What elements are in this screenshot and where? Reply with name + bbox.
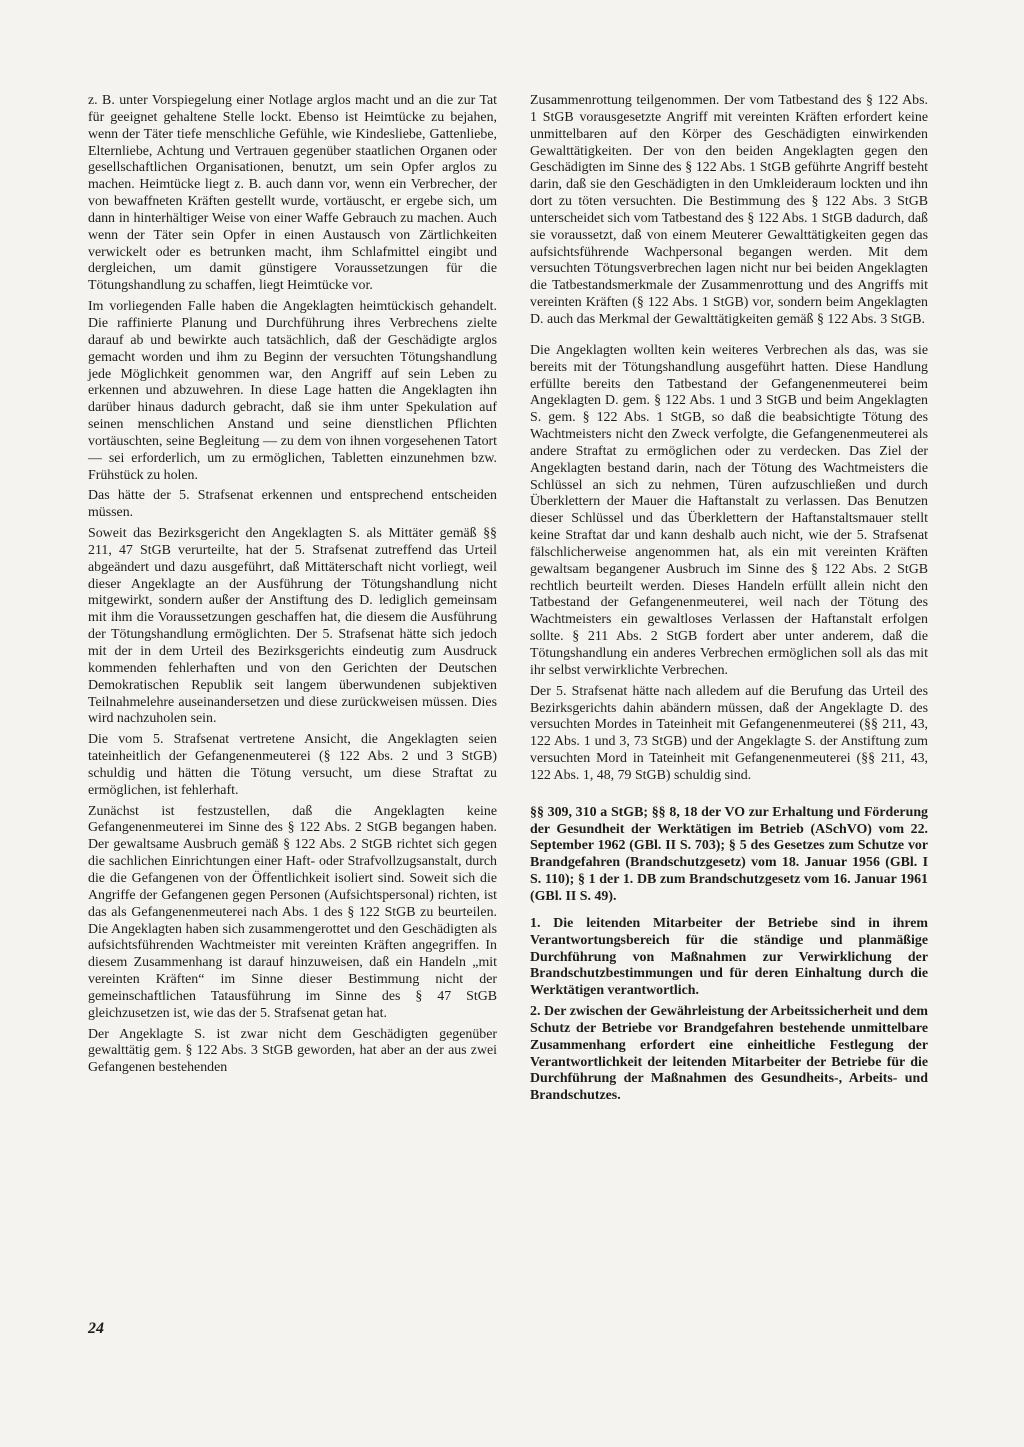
- left-column: [88, 93, 497, 1081]
- paragraph: Die Angeklagten wollten kein weiteres Verbrechen als das, was sie bereits mit der Tötungshandlung ausgeführt hatten. Diese Handlung erfüllte bereits den Tatbestand der Gefangenenmeuterei beim Angeklagten D. gem. § 122 Abs. 1 und 3 StGB und beim Angeklagten S. gem. § 122 Abs. 1 StGB, so daß die beabsichtigte Tötung des Wachtmeisters nicht den Zweck verfolgte, die Gefangenenmeuterei als andere Straftat zu ermöglichen oder zu verdecken. Das Ziel der Angeklagten bestand darin, nach der Tötung des Wachtmeisters die Schlüssel an sich zu nehmen, Türen aufzuschließen und durch Überklettern der Mauer die Haftanstalt zu verlassen. Das Benutzen dieser Schlüssel und das Überklettern der Haftanstaltsmauer stellt keine Straftat dar und kann deshalb auch nicht, wie der 5. Strafsenat fälschlicherweise angenommen hat, als ein mit vereinten Kräften gewaltsam begangener Ausbruch im Sinne des § 122 Abs. 2 StGB rechtlich beurteilt werden. Dieses Handeln erfüllt allein nicht den Tatbestand der Gefangenenmeuterei, weil nach der Tötung des Wachtmeisters ein gewaltloses Verlassen der Haftanstalt erfolgen sollte. § 211 Abs. 2 StGB fordert aber unter anderem, daß die Tötungshandlung ein anderes Verbrechen ermöglichen soll als das mit ihr selbst verwirklichte Verbrechen.: [530, 342, 928, 678]
- legal-references-header: §§ 309, 310 a StGB; §§ 8, 18 der VO zur Erhaltung und Förderung der Gesundheit der Werktätigen im Betrieb (ASchVO) vom 22. September 1962 (GBl. II S. 703); § 5 des Gesetzes zum Schutze vor Brandgefahren (Brandschutzgesetz) vom 18. Januar 1956 (GBl. I S. 110); § 1 der 1. DB zum Brandschutzgesetz vom 16. Januar 1961 (GBl. II S. 49).: [530, 804, 928, 904]
- paragraph: Das hätte der 5. Strafsenat erkennen und entsprechend entscheiden müssen.: [88, 488, 497, 521]
- page-number: 24: [88, 1320, 104, 1337]
- headnote: 2. Der zwischen der Gewährleistung der Arbeitssicherheit und dem Schutz der Betriebe vor Brandgefahren bestehende unmittelbare Zusammenhang erfordert eine einheitliche Festlegung der Verantwortlichkeit der leitenden Mitarbeiter der Betriebe für die Durchführung der Maßnahmen des Gesundheits-, Arbeits- und Brandschutzes.: [530, 1004, 928, 1104]
- paragraph: Im vorliegenden Falle haben die Angeklagten heimtückisch gehandelt. Die raffinierte Planung und Durchführung ihres Verbrechens zielte darauf ab und bewirkte auch tatsächlich, daß der Geschädigte arglos gemacht worden und ihm zu Beginn der versuchten Tötungshandlung jede Möglichkeit genommen war, den Angriff auf sein Leben zu erkennen und abzuwehren. In diese Lage hatten die Angeklagten ihn darüber hinaus dadurch gebracht, daß sie ihm unter Spekulation auf seinen menschlichen Anstand und seine dienstlichen Pflichten vortäuschten, seine Begleitung — zu dem von ihnen vorgesehenen Tatort — sei erforderlich, um zu ermöglichen, Tabletten einzunehmen bzw. Frühstück zu holen.: [88, 299, 497, 483]
- paragraph: Soweit das Bezirksgericht den Angeklagten S. als Mittäter gemäß §§ 211, 47 StGB verurteilte, hat der 5. Strafsenat zutreffend das Urteil abgeändert und dazu ausgeführt, daß Mittäterschaft nicht vorliegt, weil dieser Angeklagte an der Ausführung der Tötungshandlung nicht mitgewirkt, sondern außer der Anstiftung des D. lediglich gemeinsam mit ihm die Voraussetzungen geschaffen hat, die diesem die Ausführung der Tötungshandlung ermöglichten. Der 5. Strafsenat hätte sich jedoch mit der in dem Urteil des Bezirksgerichts eindeutig zum Ausdruck kommenden fehlerhaften und von den Gerichten der Deutschen Demokratischen Republik seit langem überwundenen subjektiven Teilnahmelehre auseinandersetzen und diese zurückweisen müssen. Dies wird nachzuholen sein.: [88, 526, 497, 727]
- right-column: [530, 93, 928, 1109]
- paragraph: Der Angeklagte S. ist zwar nicht dem Geschädigten gegenüber gewalttätig gem. § 122 Abs. 3 StGB geworden, hat aber an der aus zwei Gefangenen bestehenden: [88, 1026, 497, 1076]
- paragraph: z. B. unter Vorspiegelung einer Notlage arglos macht und an die zur Tat für geeignet gehaltene Stelle lockt. Ebenso ist Heimtücke zu bejahen, wenn der Täter tiefe menschliche Gefühle, wie Kindesliebe, Gattenliebe, Elternliebe, Achtung und Vertrauen gegenüber staatlichen Organen oder gesellschaftlichen Organisationen, benutzt, um sein Opfer arglos zu machen. Heimtücke liegt z. B. auch dann vor, wenn ein Verbrecher, der von bewaffneten Kräften gestellt wurde, vortäuscht, er ergebe sich, um dann in hinterhältiger Weise von einer Waffe Gebrauch zu machen. Auch wenn der Täter sein Opfer in einen Austausch von Zärtlichkeiten verwickelt oder es betrunken macht, ihm Schlafmittel eingibt und dergleichen, um damit günstigere Voraussetzungen für die Tötungshandlung zu schaffen, liegt Heimtücke vor.: [88, 93, 497, 294]
- paragraph: Die vom 5. Strafsenat vertretene Ansicht, die Angeklagten seien tateinheitlich der Gefangenenmeuterei (§ 122 Abs. 2 und 3 StGB) schuldig und hätten die Tötung versucht, um diese Straftat zu ermöglichen, ist fehlerhaft.: [88, 732, 497, 798]
- paragraph: Der 5. Strafsenat hätte nach alledem auf die Berufung das Urteil des Bezirksgerichts dahin abändern müssen, daß der Angeklagte D. des versuchten Mordes in Tateinheit mit Gefangenenmeuterei (§§ 211, 43, 122 Abs. 1 und 3, 73 StGB) und der Angeklagte S. der Anstiftung zum versuchten Mord in Tateinheit mit Gefangenenmeuterei (§§ 211, 43, 122 Abs. 1, 48, 79 StGB) schuldig sind.: [530, 683, 928, 783]
- paragraph: Zunächst ist festzustellen, daß die Angeklagten keine Gefangenenmeuterei im Sinne des § 122 Abs. 2 StGB begangen haben. Der gewaltsame Ausbruch gemäß § 122 Abs. 2 StGB richtet sich gegen die sachlichen Einrichtungen einer Haft- oder Strafvollzugsanstalt, durch die die Gefangenen von der Öffentlichkeit isoliert sind. Soweit sich die Angriffe der Gefangenen gegen Personen (Aufsichtspersonal) richten, ist das als Gefangenenmeuterei nach Abs. 1 des § 122 StGB zu beurteilen. Die Angeklagten haben sich zusammengerottet und den Geschädigten als aufsichtsführenden Wachtmeister mit vereinten Kräften angegriffen. In diesem Zusammenhang ist darauf hinzuweisen, daß ein Handeln „mit vereinten Kräften“ im Sinne dieser Bestimmung nicht der gemeinschaftlichen Tatausführung im Sinne des § 47 StGB gleichzusetzen ist, wie das der 5. Strafsenat getan hat.: [88, 803, 497, 1021]
- paragraph: Zusammenrottung teilgenommen. Der vom Tatbestand des § 122 Abs. 1 StGB vorausgesetzte Angriff mit vereinten Kräften erfordert keine unmittelbaren auf den Körper des Geschädigten einwirkenden Gewalttätigkeiten. Der von den beiden Angeklagten gegen den Geschädigten im Sinne des § 122 Abs. 1 StGB geführte Angriff besteht darin, daß sie den Geschädigten in den Umkleideraum lockten und ihn dort zu töten versuchten. Die Bestimmung des § 122 Abs. 3 StGB unterscheidet sich vom Tatbestand des § 122 Abs. 1 StGB dadurch, daß sie voraussetzt, daß von einem Meuterer Gewalttätigkeiten gegen das aufsichtsführende Wachpersonal begangen werden. Mit dem versuchten Tötungsverbrechen lagen nicht nur bei beiden Angeklagten die Tatbestandsmerkmale der Zusammenrottung und des Angriffs mit vereinten Kräften (§ 122 Abs. 1 StGB) vor, sondern beim Angeklagten D. auch das Merkmal der Gewalttätigkeiten gemäß § 122 Abs. 3 StGB.: [530, 93, 928, 327]
- headnote: 1. Die leitenden Mitarbeiter der Betriebe sind in ihrem Verantwortungsbereich für die ständige und planmäßige Durchführung von Maßnahmen zur Verwirklichung der Brandschutzbestimmungen und für deren Einhaltung durch die Werktätigen verantwortlich.: [530, 915, 928, 999]
